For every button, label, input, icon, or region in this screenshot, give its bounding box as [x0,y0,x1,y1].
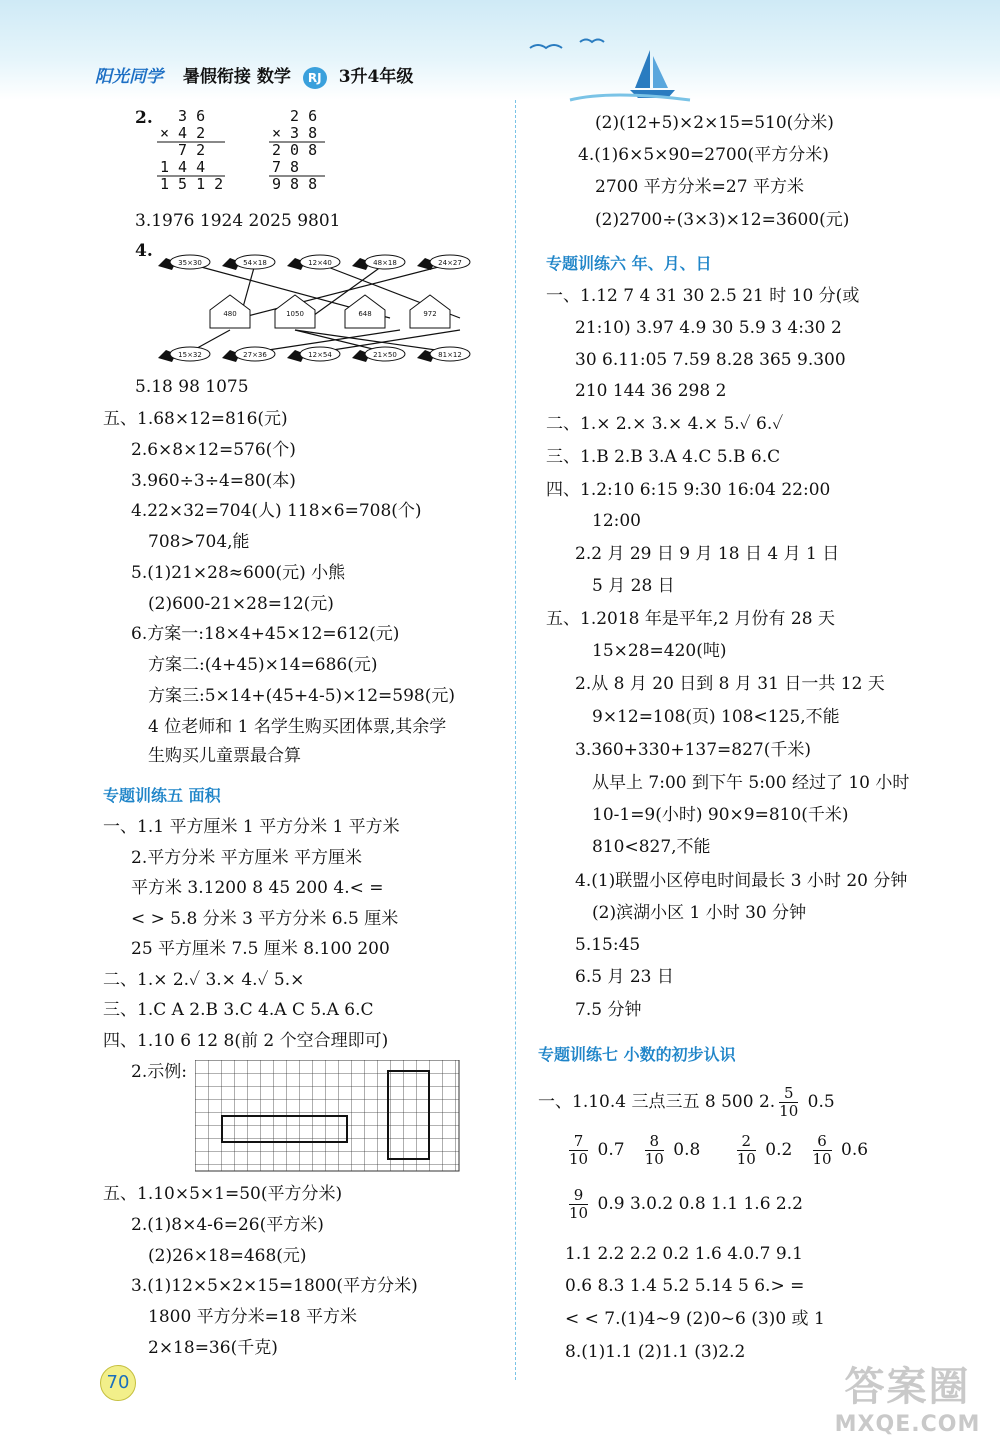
diagram-top-3: 48×18 [373,259,397,267]
sec5-line-3: < > 5.8 分米 3 平方分米 6.5 厘米 [131,909,399,929]
fraction-numerator: 2 [737,1133,756,1151]
right-top-2: 2700 平方分米=27 平方米 [595,177,804,197]
sec7-row-1 [538,1085,835,1120]
fraction-denominator: 10 [569,1150,589,1168]
sec5b-line-5: 2×18=36(千克) [148,1338,278,1358]
sec6-line-20: 5.15:45 [575,935,641,955]
fraction-5-10 [779,1085,798,1120]
diagram-bottom-4: 81×12 [438,351,462,359]
five-line-7: 6.方案一:18×4+45×12=612(元) [131,624,400,644]
fraction-numerator: 6 [813,1133,832,1151]
q3-answers: 3.1976 1924 2025 9801 [135,211,341,231]
sec6-line-7: 12:00 [592,511,641,531]
decimal-value: 0.7 [597,1140,625,1160]
fraction-denominator: 10 [812,1150,832,1168]
sec6-line-19: (2)滨湖小区 1 小时 30 分钟 [592,903,807,923]
page-number: 70 [100,1365,136,1401]
vertical-calc-2: 2 6 × 3 8 2 0 8 7 8 9 8 8 [272,107,318,193]
column-divider [515,100,516,1380]
q2-label: 2. [135,108,153,128]
sec6-line-8: 2.2 月 29 日 9 月 18 日 4 月 1 日 [575,544,840,564]
five-line-4: 708>704,能 [148,532,250,552]
fraction-numerator: 8 [645,1133,664,1151]
decimal-value: 0.6 [841,1140,869,1160]
sec6-line-11: 15×28=420(吨) [592,641,727,661]
sec6-line-17: 810<827,不能 [592,837,711,857]
sec7-row-1-text: 一、1.10.4 三点三五 8 500 2. [538,1092,776,1112]
fraction-numerator: 7 [569,1133,588,1151]
sec5-line-4: 25 平方厘米 7.5 厘米 8.100 200 [131,939,390,959]
sec6-line-13: 9×12=108(页) 108<125,不能 [592,707,840,727]
sec6-line-3: 210 144 36 298 2 [575,381,727,401]
sailboat-icon [520,30,700,105]
section-7-title: 专题训练七 小数的初步认识 [538,1045,736,1064]
fraction-9-10 [569,1187,588,1222]
sec6-line-18: 4.(1)联盟小区停电时间最长 3 小时 20 分钟 [575,871,908,891]
five-line-9: 方案三:5×14+(45+4-5)×12=598(元) [148,686,456,706]
sec6-line-4: 二、1.× 2.× 3.× 4.× 5.✓ 6.✓ [546,414,784,434]
sec5-line-1: 2.平方分米 平方厘米 平方厘米 [131,848,363,868]
brand-logo: 阳光同学 [95,67,163,87]
diagram-top-0: 35×30 [178,259,202,267]
sec7-row-2 [565,1133,868,1168]
watermark-text: 答案圈 [844,1364,971,1410]
decimal-value: 0.2 [765,1140,793,1160]
right-top-0: (2)(12+5)×2×15=510(分米) [595,113,834,133]
five-line-3: 4.22×32=704(人) 118×6=708(个) [131,501,422,521]
matching-diagram [150,240,490,375]
watermark [820,1355,995,1445]
diagram-house-2: 648 [358,310,372,318]
fraction-8-10 [645,1133,664,1168]
book-title: 暑假衔接 数学 [182,67,291,87]
sec6-line-22: 7.5 分钟 [575,1000,642,1020]
fraction-2-10 [737,1133,756,1168]
q4-label: 4. [135,241,153,261]
diagram-top-4: 24×27 [438,259,462,267]
sec6-line-16: 10-1=9(小时) 90×9=810(千米) [592,805,849,825]
sec6-line-9: 5 月 28 日 [592,576,675,596]
sec6-line-0: 一、1.12 7 4 31 30 2.5 21 时 10 分(或 [546,286,860,306]
sec5-line-6: 三、1.C A 2.B 3.C 4.A C 5.A 6.C [103,1000,374,1020]
sec7-line-5: 0.6 8.3 1.4 5.2 5.14 5 6.> = [565,1276,805,1296]
fraction-denominator: 10 [779,1102,799,1120]
fraction-denominator: 10 [569,1204,589,1222]
five-line-8: 方案二:(4+45)×14=686(元) [148,655,378,675]
sec7-line-7: 8.(1)1.1 (2)1.1 (3)2.2 [565,1342,746,1362]
section-5-title: 专题训练五 面积 [103,786,221,805]
five-line-1: 2.6×8×12=576(个) [131,440,296,460]
fraction-denominator: 10 [736,1150,756,1168]
q5-answers: 5.18 98 1075 [135,377,249,397]
calc-rules [155,140,335,185]
sec5-line-2: 平方米 3.1200 8 45 200 4.< = [131,878,384,898]
sec7-row-3-text: 0.9 3.0.2 0.8 1.1 1.6 2.2 [597,1194,803,1214]
fraction-denominator: 10 [644,1150,664,1168]
vertical-calc-1: 3 6 × 4 2 7 2 1 4 4 1 5 1 2 [160,107,224,193]
sec5b-line-3: 3.(1)12×5×2×15=1800(平方分米) [131,1276,418,1296]
five-line-6: (2)600-21×28=12(元) [148,594,334,614]
sec6-line-2: 30 6.11:05 7.59 8.28 365 9.300 [575,350,846,370]
sec7-line-6: < < 7.(1)4~9 (2)0~6 (3)0 或 1 [565,1309,825,1329]
right-top-3: (2)2700÷(3×3)×12=3600(元) [595,210,850,230]
sec7-line-4: 1.1 2.2 2.2 0.2 1.6 4.0.7 9.1 [565,1244,803,1264]
sec6-line-1: 21:10) 3.97 4.9 30 5.9 3 4:30 2 [575,318,842,338]
sec5b-line-0: 五、1.10×5×1=50(平方分米) [103,1184,343,1204]
right-top-1: 4.(1)6×5×90=2700(平方分米) [578,145,829,165]
sec5-line-8: 2.示例: [131,1062,187,1082]
five-line-11: 生购买儿童票最合算 [148,746,301,766]
page-header [95,62,413,89]
sec5-line-0: 一、1.1 平方厘米 1 平方分米 1 平方米 [103,817,400,837]
sec5-line-5: 二、1.× 2.✓ 3.× 4.✓ 5.× [103,970,305,990]
diagram-house-0: 480 [223,310,237,318]
decimal-value: 0.8 [673,1140,701,1160]
grade-label: 3升4年级 [338,67,414,87]
diagram-bottom-2: 12×54 [308,351,332,359]
fraction-6-10 [813,1133,832,1168]
sec6-line-5: 三、1.B 2.B 3.A 4.C 5.B 6.C [546,447,781,467]
diagram-house-1: 1050 [286,310,304,318]
sec7-row-3 [565,1187,803,1222]
diagram-top-1: 54×18 [243,259,267,267]
sec6-line-14: 3.360+330+137=827(千米) [575,740,812,760]
watermark-url: MXQE.COM [834,1412,981,1437]
section-6-title: 专题训练六 年、月、日 [546,254,712,273]
fraction-numerator: 9 [569,1187,588,1205]
grid-figure [195,1060,460,1172]
sec6-line-12: 2.从 8 月 20 日到 8 月 31 日一共 12 天 [575,674,885,694]
edition-badge: RJ [303,67,327,89]
diagram-bottom-1: 27×36 [243,351,267,359]
five-line-0: 五、1.68×12=816(元) [103,409,288,429]
sec6-line-15: 从早上 7:00 到下午 5:00 经过了 10 小时 [592,773,910,793]
sec5b-line-4: 1800 平方分米=18 平方米 [148,1307,357,1327]
diagram-bottom-0: 15×32 [178,351,202,359]
fraction-7-10 [569,1133,588,1168]
sec5b-line-1: 2.(1)8×4-6=26(平方米) [131,1215,324,1235]
diagram-house-3: 972 [423,310,437,318]
sec6-line-21: 6.5 月 23 日 [575,967,674,987]
five-line-5: 5.(1)21×28≈600(元) 小熊 [131,563,346,583]
diagram-bottom-3: 21×50 [373,351,397,359]
sec5b-line-2: (2)26×18=468(元) [148,1246,307,1266]
five-line-10: 4 位老师和 1 名学生购买团体票,其余学 [148,717,447,737]
sec5-line-7: 四、1.10 6 12 8(前 2 个空合理即可) [103,1031,389,1051]
diagram-top-2: 12×40 [308,259,332,267]
sec6-line-6: 四、1.2:10 6:15 9:30 16:04 22:00 [546,480,831,500]
fraction-numerator: 5 [779,1085,798,1103]
five-line-2: 3.960÷3÷4=80(本) [131,471,296,491]
sec7-row-1-after: 0.5 [807,1092,835,1112]
sec6-line-10: 五、1.2018 年是平年,2 月份有 28 天 [546,609,835,629]
